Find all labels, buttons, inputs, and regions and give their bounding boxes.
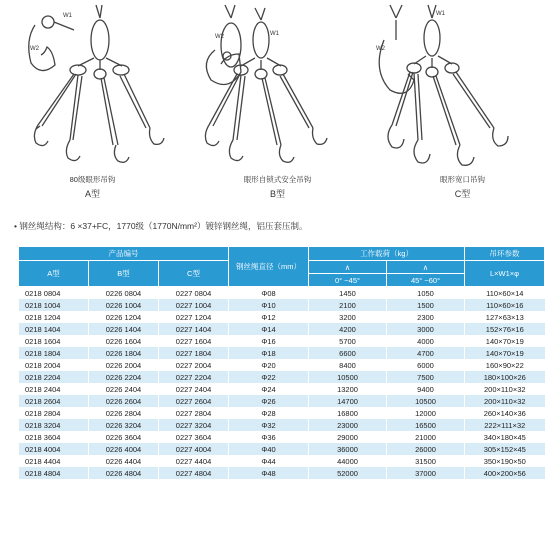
load-45-60-cell: 9400 <box>387 383 465 395</box>
table-row <box>19 431 545 443</box>
ring-dims-cell: 160×90×22 <box>465 359 545 371</box>
rope-diameter-cell: Φ36 <box>229 431 309 443</box>
ring-dims-header: L×W1×φ <box>465 261 545 287</box>
type-b-code-cell: 0226 1804 <box>89 347 159 359</box>
w2-label-b: W2 <box>215 34 224 40</box>
rope-diameter-cell: Φ14 <box>229 323 309 335</box>
figure-type-b <box>185 0 370 210</box>
type-a-code-cell: 0218 1404 <box>19 323 89 335</box>
rope-diameter-cell: Φ08 <box>229 287 309 300</box>
rope-diameter-cell: Φ48 <box>229 467 309 479</box>
ring-dims-cell: 222×111×32 <box>465 419 545 431</box>
figure-a-type: A型 <box>84 189 100 199</box>
four-leg-sling-hook-c-icon <box>370 0 555 172</box>
type-a-code-cell: 0218 2004 <box>19 359 89 371</box>
type-a-code-cell: 0218 2204 <box>19 371 89 383</box>
type-c-code-cell: 0227 2804 <box>159 407 229 419</box>
type-b-code-cell: 0226 4804 <box>89 467 159 479</box>
type-b-code-cell: 0226 2204 <box>89 371 159 383</box>
ring-dims-cell: 110×60×16 <box>465 299 545 311</box>
ring-dims-cell: 127×63×13 <box>465 311 545 323</box>
rope-diameter-header: 钢丝绳直径（mm） <box>229 247 309 287</box>
load-0-45-cell: 2100 <box>309 299 387 311</box>
rope-diameter-cell: Φ18 <box>229 347 309 359</box>
load-0-45-cell: 1450 <box>309 287 387 300</box>
load-45-60-cell: 7500 <box>387 371 465 383</box>
ring-dims-cell: 180×100×26 <box>465 371 545 383</box>
ring-dims-cell: 340×180×45 <box>465 431 545 443</box>
load-0-45-cell: 5700 <box>309 335 387 347</box>
table-row <box>19 455 545 467</box>
load-0-45-cell: 36000 <box>309 443 387 455</box>
figure-a-caption: 80级眼形吊钩 <box>69 175 116 184</box>
load-0-45-cell: 4200 <box>309 323 387 335</box>
type-b-code-cell: 0226 1204 <box>89 311 159 323</box>
load-0-45-cell: 14700 <box>309 395 387 407</box>
rope-diameter-cell: Φ44 <box>229 455 309 467</box>
type-c-code-cell: 0227 4804 <box>159 467 229 479</box>
type-a-code-cell: 0218 1204 <box>19 311 89 323</box>
type-a-code-cell: 0218 1004 <box>19 299 89 311</box>
rope-diameter-cell: Φ16 <box>229 335 309 347</box>
type-b-code-cell: 0226 2004 <box>89 359 159 371</box>
table-header-row-1 <box>19 247 545 261</box>
table-row <box>19 347 545 359</box>
load-0-45-cell: 44000 <box>309 455 387 467</box>
ring-dims-cell: 305×152×45 <box>465 443 545 455</box>
ring-dims-cell: 140×70×19 <box>465 335 545 347</box>
table-row <box>19 443 545 455</box>
type-b-code-cell: 0226 2404 <box>89 383 159 395</box>
load-45-60-cell: 26000 <box>387 443 465 455</box>
table-row <box>19 419 545 431</box>
type-b-code-cell: 0226 3604 <box>89 431 159 443</box>
load-45-60-cell: 31500 <box>387 455 465 467</box>
load-0-45-cell: 29000 <box>309 431 387 443</box>
ring-dims-cell: 260×140×36 <box>465 407 545 419</box>
type-b-code-cell: 0226 2604 <box>89 395 159 407</box>
table-body <box>19 287 545 480</box>
type-c-code-cell: 0227 2604 <box>159 395 229 407</box>
type-b-code-cell: 0226 0804 <box>89 287 159 300</box>
rope-diameter-cell: Φ24 <box>229 383 309 395</box>
type-c-code-cell: 0227 1204 <box>159 311 229 323</box>
type-b-code-cell: 0226 4004 <box>89 443 159 455</box>
rope-diameter-cell: Φ26 <box>229 395 309 407</box>
table-row <box>19 359 545 371</box>
table-row <box>19 467 545 479</box>
load-0-45-cell: 16800 <box>309 407 387 419</box>
load-45-60-cell: 12000 <box>387 407 465 419</box>
angle-range-1-header: 0° ~45° <box>309 274 387 287</box>
type-a-code-cell: 0218 2804 <box>19 407 89 419</box>
type-b-code-cell: 0226 1404 <box>89 323 159 335</box>
table-row <box>19 323 545 335</box>
load-45-60-cell: 10500 <box>387 395 465 407</box>
table-row <box>19 407 545 419</box>
product-no-header: 产品编号 <box>19 247 229 261</box>
rope-diameter-cell: Φ40 <box>229 443 309 455</box>
rope-diameter-cell: Φ20 <box>229 359 309 371</box>
type-c-code-cell: 0227 1604 <box>159 335 229 347</box>
load-45-60-cell: 16500 <box>387 419 465 431</box>
angle-icon-2: ∧ <box>387 261 465 274</box>
ring-dims-cell: 110×60×14 <box>465 287 545 300</box>
angle-range-2-header: 45° ~60° <box>387 274 465 287</box>
angle-icon-1: ∧ <box>309 261 387 274</box>
rope-diameter-cell: Φ32 <box>229 419 309 431</box>
table-row <box>19 371 545 383</box>
type-a-code-cell: 0218 4804 <box>19 467 89 479</box>
load-45-60-cell: 1050 <box>387 287 465 300</box>
type-a-code-cell: 0218 2604 <box>19 395 89 407</box>
type-a-code-cell: 0218 3604 <box>19 431 89 443</box>
type-b-header: B型 <box>89 261 159 287</box>
load-0-45-cell: 10500 <box>309 371 387 383</box>
type-a-header: A型 <box>19 261 89 287</box>
load-0-45-cell: 23000 <box>309 419 387 431</box>
type-b-code-cell: 0226 3204 <box>89 419 159 431</box>
w2-label-a: W2 <box>30 46 39 52</box>
type-c-code-cell: 0227 1404 <box>159 323 229 335</box>
load-0-45-cell: 6600 <box>309 347 387 359</box>
type-c-code-cell: 0227 2404 <box>159 383 229 395</box>
type-c-code-cell: 0227 0804 <box>159 287 229 300</box>
load-0-45-cell: 8400 <box>309 359 387 371</box>
rope-diameter-cell: Φ28 <box>229 407 309 419</box>
w1-label-c: W1 <box>436 11 445 17</box>
type-a-code-cell: 0218 4004 <box>19 443 89 455</box>
load-0-45-cell: 3200 <box>309 311 387 323</box>
type-c-code-cell: 0227 4404 <box>159 455 229 467</box>
working-load-header: 工作载荷（kg） <box>309 247 465 261</box>
figure-c-type: C型 <box>454 189 471 199</box>
table-row <box>19 383 545 395</box>
type-c-code-cell: 0227 3204 <box>159 419 229 431</box>
type-c-code-cell: 0227 3604 <box>159 431 229 443</box>
load-45-60-cell: 2300 <box>387 311 465 323</box>
ring-dims-cell: 200×110×32 <box>465 383 545 395</box>
type-b-code-cell: 0226 1004 <box>89 299 159 311</box>
table-row <box>19 335 545 347</box>
type-b-code-cell: 0226 4404 <box>89 455 159 467</box>
table-row <box>19 311 545 323</box>
load-0-45-cell: 13200 <box>309 383 387 395</box>
four-leg-sling-hook-b-icon <box>185 0 370 172</box>
rope-diameter-cell: Φ22 <box>229 371 309 383</box>
type-a-code-cell: 0218 0804 <box>19 287 89 300</box>
load-45-60-cell: 3000 <box>387 323 465 335</box>
figure-b-type: B型 <box>269 189 285 199</box>
figure-b-caption: 眼形自锁式安全吊钩 <box>243 175 312 184</box>
type-c-header: C型 <box>159 261 229 287</box>
table-row <box>19 287 545 300</box>
type-c-code-cell: 0227 2204 <box>159 371 229 383</box>
ring-dims-cell: 200×110×32 <box>465 395 545 407</box>
load-45-60-cell: 1500 <box>387 299 465 311</box>
type-b-code-cell: 0226 1604 <box>89 335 159 347</box>
figure-type-a <box>0 0 185 210</box>
figure-type-c <box>370 0 555 210</box>
ring-dims-cell: 140×70×19 <box>465 347 545 359</box>
type-a-code-cell: 0218 2404 <box>19 383 89 395</box>
table-row <box>19 299 545 311</box>
w2-label-c: W2 <box>376 46 385 52</box>
ring-dims-cell: 400×200×56 <box>465 467 545 479</box>
type-c-code-cell: 0227 2004 <box>159 359 229 371</box>
type-a-code-cell: 0218 1604 <box>19 335 89 347</box>
sling-illustrations <box>0 0 557 215</box>
type-c-code-cell: 0227 1004 <box>159 299 229 311</box>
load-45-60-cell: 37000 <box>387 467 465 479</box>
type-c-code-cell: 0227 4004 <box>159 443 229 455</box>
sling-spec-table <box>18 246 545 479</box>
type-b-code-cell: 0226 2804 <box>89 407 159 419</box>
type-a-code-cell: 0218 4404 <box>19 455 89 467</box>
load-45-60-cell: 4000 <box>387 335 465 347</box>
rope-diameter-cell: Φ10 <box>229 299 309 311</box>
rope-diameter-cell: Φ12 <box>229 311 309 323</box>
load-45-60-cell: 4700 <box>387 347 465 359</box>
load-0-45-cell: 52000 <box>309 467 387 479</box>
type-c-code-cell: 0227 1804 <box>159 347 229 359</box>
type-a-code-cell: 0218 3204 <box>19 419 89 431</box>
four-leg-sling-hook-a-icon <box>0 0 185 172</box>
table-row <box>19 395 545 407</box>
w1-label-b: W1 <box>270 31 279 37</box>
figure-c-caption: 眼形宽口吊钩 <box>440 175 485 184</box>
ring-params-header: 吊环参数 <box>465 247 545 261</box>
rope-spec-text: • 钢丝绳结构：6 ×37+FC，1770级（1770N/mm²）镀锌钢丝绳，铝压套压制。 <box>14 221 308 231</box>
ring-dims-cell: 152×76×16 <box>465 323 545 335</box>
w1-label-a: W1 <box>63 13 72 19</box>
load-45-60-cell: 21000 <box>387 431 465 443</box>
load-45-60-cell: 6000 <box>387 359 465 371</box>
type-a-code-cell: 0218 1804 <box>19 347 89 359</box>
ring-dims-cell: 350×190×50 <box>465 455 545 467</box>
